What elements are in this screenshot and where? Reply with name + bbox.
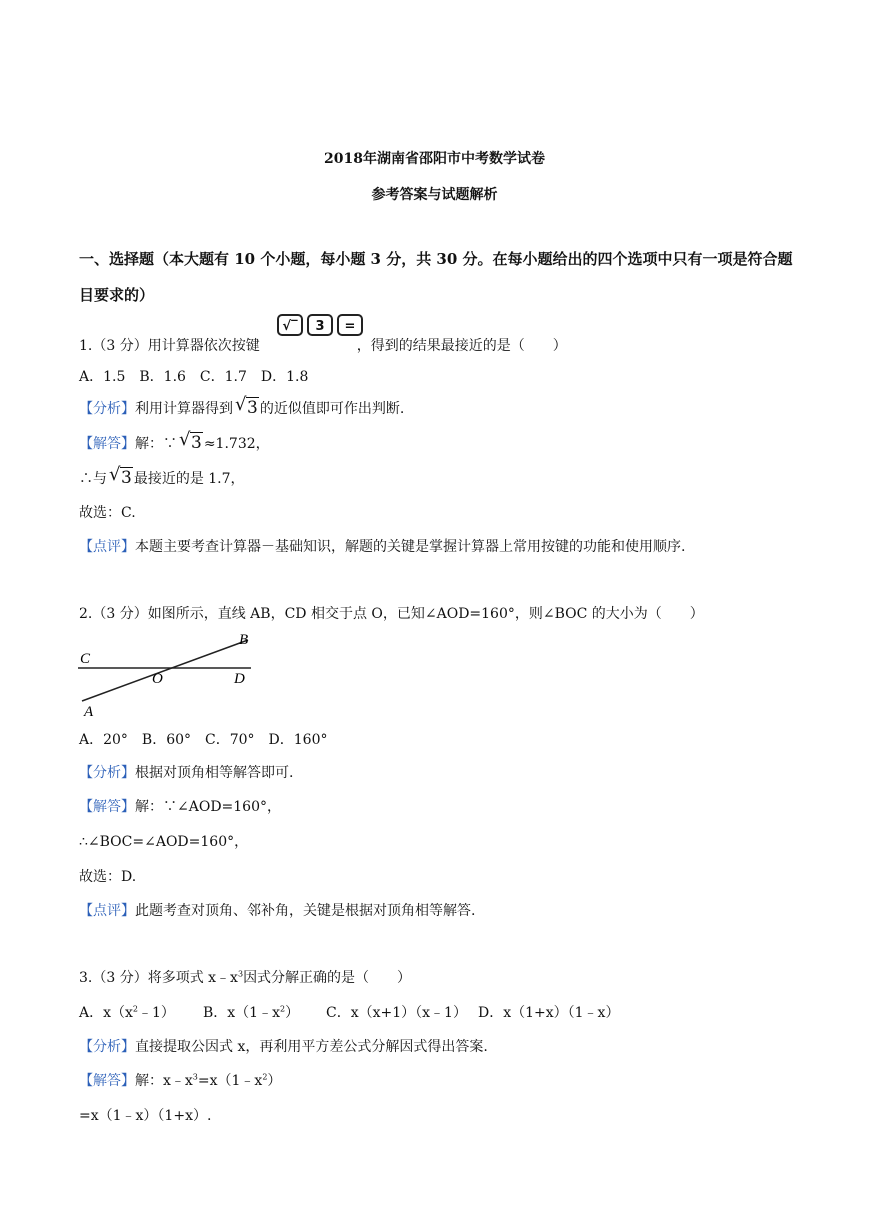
- solution-tag: 【解答】: [79, 1073, 135, 1089]
- q1-analysis: [79, 394, 405, 418]
- q3-option-b-exponent: 2: [280, 1004, 286, 1014]
- q1-choose: 故选：C.: [79, 505, 136, 521]
- q3-stem-exponent: 3: [237, 969, 244, 979]
- sqrt-radicand: 3: [121, 468, 132, 488]
- analysis-tag: 【分析】: [79, 1039, 135, 1055]
- q3-solution-exponent-1: 3: [192, 1072, 198, 1082]
- q3-solution: [79, 1070, 281, 1090]
- q1-comment-text: 本题主要考查计算器－基础知识，解题的关键是掌握计算器上常用按键的功能和使用顺序.: [135, 539, 686, 555]
- analysis-tag: 【分析】: [79, 401, 135, 417]
- q1-stem-text-b: ，得到的结果最接近的是（ ）: [356, 338, 567, 354]
- q3-solution-exponent-2: 2: [262, 1072, 268, 1082]
- comment-tag: 【点评】: [79, 903, 135, 919]
- q3-solution-text-b: =x（1﹣x: [197, 1073, 263, 1089]
- sqrt-key-icon: √‾: [277, 314, 303, 336]
- q1-stem: [79, 335, 567, 355]
- q1-solution: [79, 429, 270, 453]
- label-c: C: [80, 651, 91, 667]
- document-subtitle: 参考答案与试题解析: [371, 187, 498, 203]
- q3-option-a-text-end: ﹣1）: [138, 1005, 175, 1021]
- q3-stem-text-a: 3.（3 分）将多项式 x﹣x: [79, 970, 238, 986]
- q2-comment-text: 此题考查对顶角、邻补角，关键是根据对顶角相等解答.: [135, 903, 476, 919]
- q2-comment: [79, 900, 475, 920]
- q3-option-b-text: B．x（1﹣x: [203, 1005, 280, 1021]
- solution-tag: 【解答】: [79, 799, 135, 815]
- q3-solution-text-c: ）: [267, 1073, 282, 1089]
- q3-option-a: [79, 1002, 175, 1022]
- q2-choose: 故选：D.: [79, 869, 137, 885]
- q1-solution-text-a: 解：∵: [135, 436, 177, 452]
- q3-option-a-exponent: 2: [132, 1004, 138, 1014]
- document-title: 2018年湖南省邵阳市中考数学试卷: [324, 151, 545, 167]
- q1-therefore-text-a: ∴与: [79, 471, 107, 487]
- q1-stem-text-a: 1.（3 分）用计算器依次按键: [79, 338, 260, 354]
- sqrt-radicand: 3: [247, 398, 258, 418]
- calculator-keys: [277, 314, 367, 336]
- q1-solution-text-b: ≈1.732，: [203, 436, 270, 452]
- q3-option-c: C．x（x+1）（x﹣1）: [326, 1005, 467, 1021]
- q2-analysis: [79, 762, 293, 782]
- q1-options: A．1.5 B．1.6 C．1.7 D．1.8: [79, 369, 309, 385]
- three-key-icon: 3: [307, 314, 333, 336]
- q3-option-b-text-end: ）: [285, 1005, 300, 1021]
- comment-tag: 【点评】: [79, 539, 135, 555]
- label-o: O: [152, 671, 163, 687]
- sqrt-symbol: √ 3: [179, 429, 202, 453]
- q2-solution-text: 解：∵∠AOD=160°，: [135, 799, 281, 815]
- q1-comment: [79, 536, 685, 556]
- q2-solution: [79, 796, 281, 816]
- sqrt-radicand: 3: [191, 433, 202, 453]
- equals-key-icon: =: [337, 314, 363, 336]
- label-d: D: [234, 671, 245, 687]
- q3-option-a-text: A．x（x: [79, 1005, 133, 1021]
- solution-tag: 【解答】: [79, 436, 135, 452]
- q3-stem: [79, 967, 411, 987]
- q1-analysis-text-b: 的近似值即可作出判断.: [259, 401, 405, 417]
- q1-therefore-text-b: 最接近的是 1.7，: [133, 471, 245, 487]
- sqrt-symbol: √ 3: [109, 464, 132, 488]
- q2-analysis-text: 根据对顶角相等解答即可.: [135, 765, 294, 781]
- q3-analysis-text: 直接提取公因式 x，再利用平方差公式分解因式得出答案.: [135, 1039, 488, 1055]
- q2-options: A．20° B．60° C．70° D．160°: [79, 732, 328, 748]
- section-heading-line2: 目要求的）: [79, 286, 155, 304]
- section-heading-line1: 一、选择题（本大题有 10 个小题，每小题 3 分，共 30 分。在每小题给出的四个选项中只有一项是符合题: [79, 250, 793, 268]
- label-b: B: [239, 632, 249, 648]
- q3-analysis: [79, 1036, 488, 1056]
- line-ab: [82, 640, 248, 701]
- q3-option-b: [203, 1002, 299, 1022]
- sqrt-symbol: √ 3: [235, 394, 258, 418]
- q1-therefore: [79, 464, 245, 488]
- q3-option-d: D．x（1+x）（1﹣x）: [478, 1005, 620, 1021]
- q3-solution-line2: =x（1﹣x）（1+x）.: [79, 1108, 212, 1124]
- q3-solution-text-a: 解：x﹣x: [135, 1073, 193, 1089]
- label-a: A: [84, 704, 94, 720]
- q1-analysis-text-a: 利用计算器得到: [135, 401, 233, 417]
- q3-stem-text-b: 因式分解正确的是（ ）: [243, 970, 412, 986]
- analysis-tag: 【分析】: [79, 765, 135, 781]
- q2-therefore: ∴∠BOC=∠AOD=160°，: [79, 834, 249, 850]
- q2-stem: 2.（3 分）如图所示，直线 AB，CD 相交于点 O，已知∠AOD=160°，则∠BOC 的大小为（ ）: [79, 606, 704, 622]
- intersecting-lines-figure: [76, 628, 266, 720]
